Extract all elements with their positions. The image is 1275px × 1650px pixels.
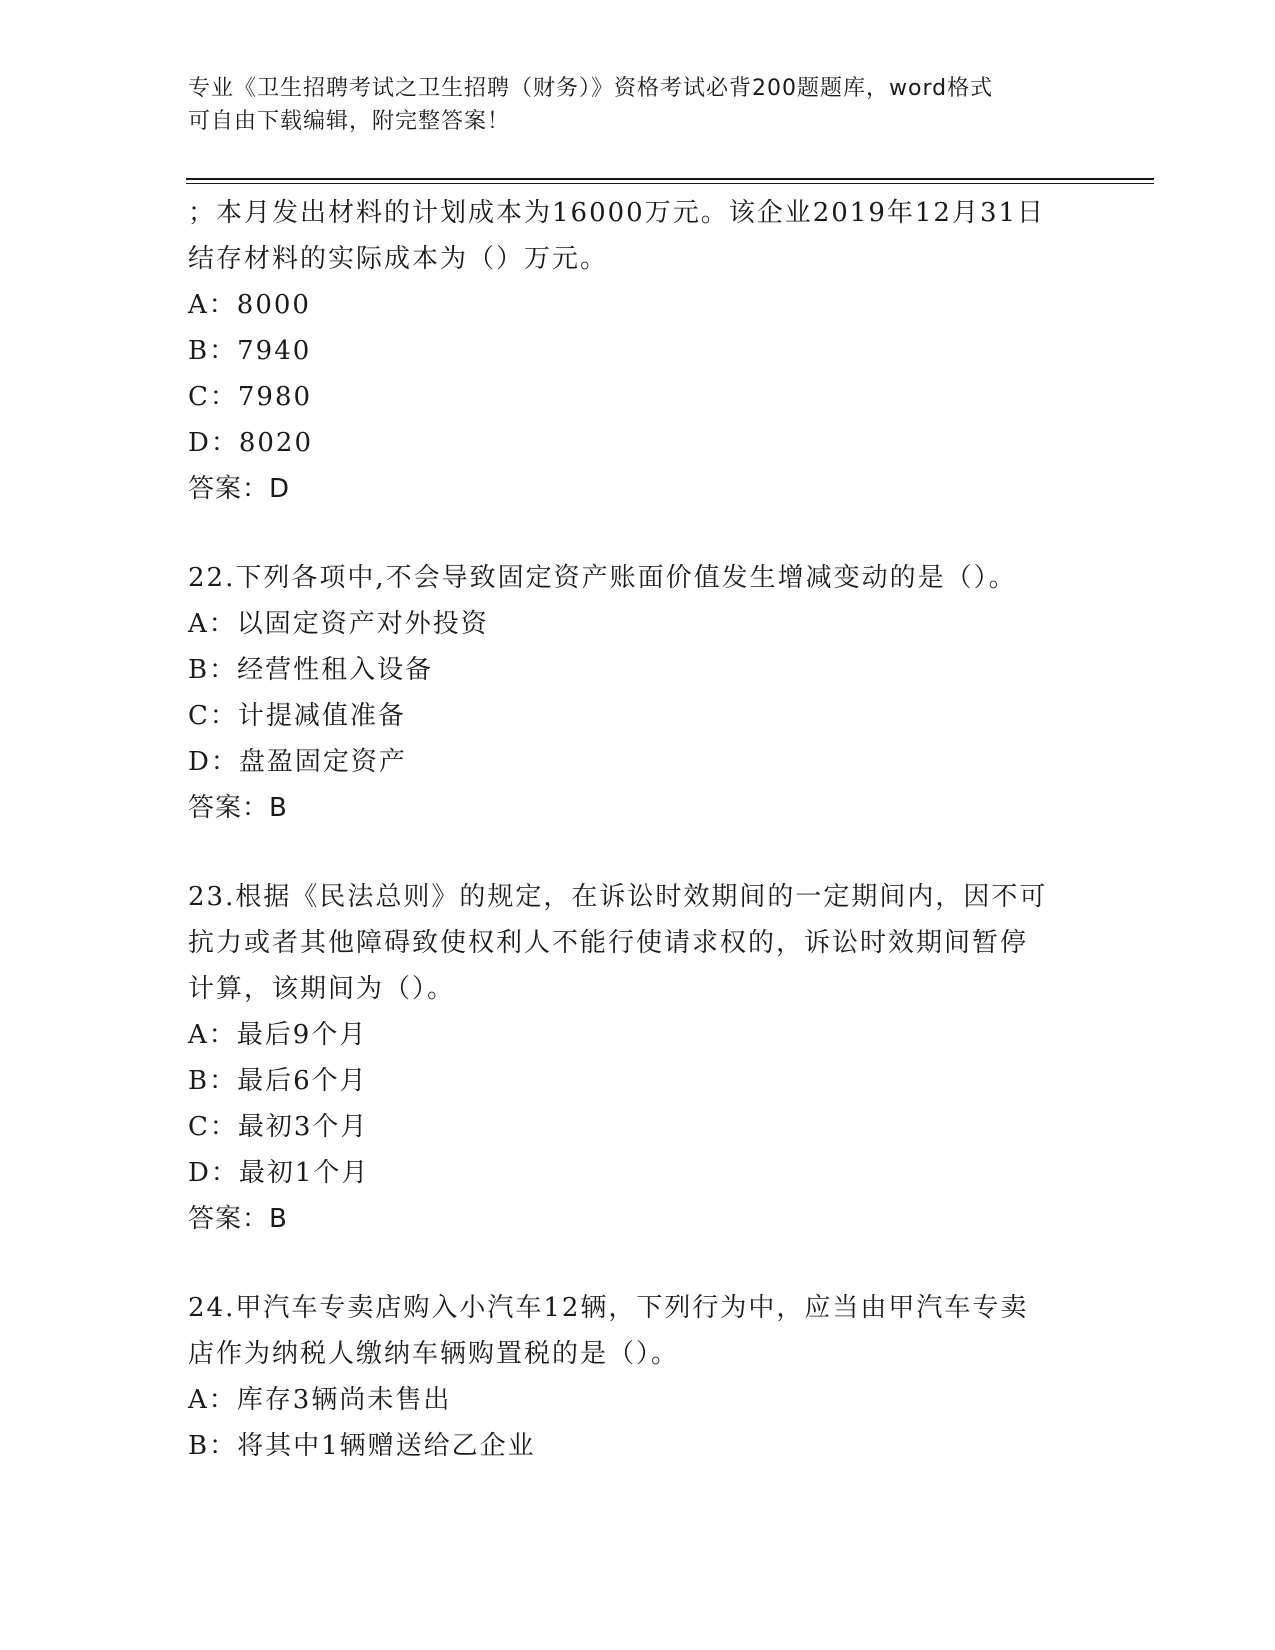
option-a: A：以固定资产对外投资 (188, 609, 489, 639)
header-line-1: 专业《卫生招聘考试之卫生招聘（财务）》资格考试必背200题题库，word格式 (188, 76, 994, 101)
option-b: B：经营性租入设备 (188, 655, 434, 685)
option-b: B：最后6个月 (188, 1066, 368, 1096)
header-divider-thick (186, 178, 1154, 180)
question-text: 店作为纳税人缴纳车辆购置税的是（）。 (188, 1339, 680, 1369)
document-header (188, 72, 1068, 138)
option-c: C：7980 (188, 382, 313, 412)
option-a: A：8000 (188, 290, 311, 320)
question-text: 23.根据《民法总则》的规定，在诉讼时效期间的一定期间内，因不可 (188, 882, 1048, 912)
question-24 (188, 1285, 1088, 1469)
question-23 (188, 874, 1088, 1242)
question-text: ；本月发出材料的计划成本为16000万元。该企业2019年12月31日 (188, 198, 1046, 228)
question-22 (188, 555, 1088, 831)
option-a: A：最后9个月 (188, 1020, 368, 1050)
answer: 答案：B (188, 793, 288, 823)
question-text: 抗力或者其他障碍致使权利人不能行使请求权的，诉讼时效期间暂停 (188, 928, 1029, 958)
option-d: D：8020 (188, 428, 314, 458)
option-c: C：最初3个月 (188, 1112, 369, 1142)
question-21 (188, 190, 1088, 512)
option-c: C：计提减值准备 (188, 701, 406, 731)
question-text: 22.下列各项中,不会导致固定资产账面价值发生增减变动的是（）。 (188, 563, 1017, 593)
header-line-2: 可自由下载编辑，附完整答案！ (188, 109, 511, 134)
header-divider-thin (186, 183, 1154, 184)
option-d: D：盘盈固定资产 (188, 747, 407, 777)
answer: 答案：D (188, 474, 291, 504)
option-b: B：将其中1辆赠送给乙企业 (188, 1431, 536, 1461)
option-a: A：库存3辆尚未售出 (188, 1385, 452, 1415)
option-b: B：7940 (188, 336, 312, 366)
question-text: 计算，该期间为（）。 (188, 974, 456, 1004)
question-text: 结存材料的实际成本为（）万元。 (188, 244, 609, 274)
question-text: 24.甲汽车专卖店购入小汽车12辆，下列行为中，应当由甲汽车专卖 (188, 1293, 1029, 1323)
question-list (188, 190, 1088, 1469)
answer: 答案：B (188, 1204, 288, 1234)
option-d: D：最初1个月 (188, 1158, 370, 1188)
